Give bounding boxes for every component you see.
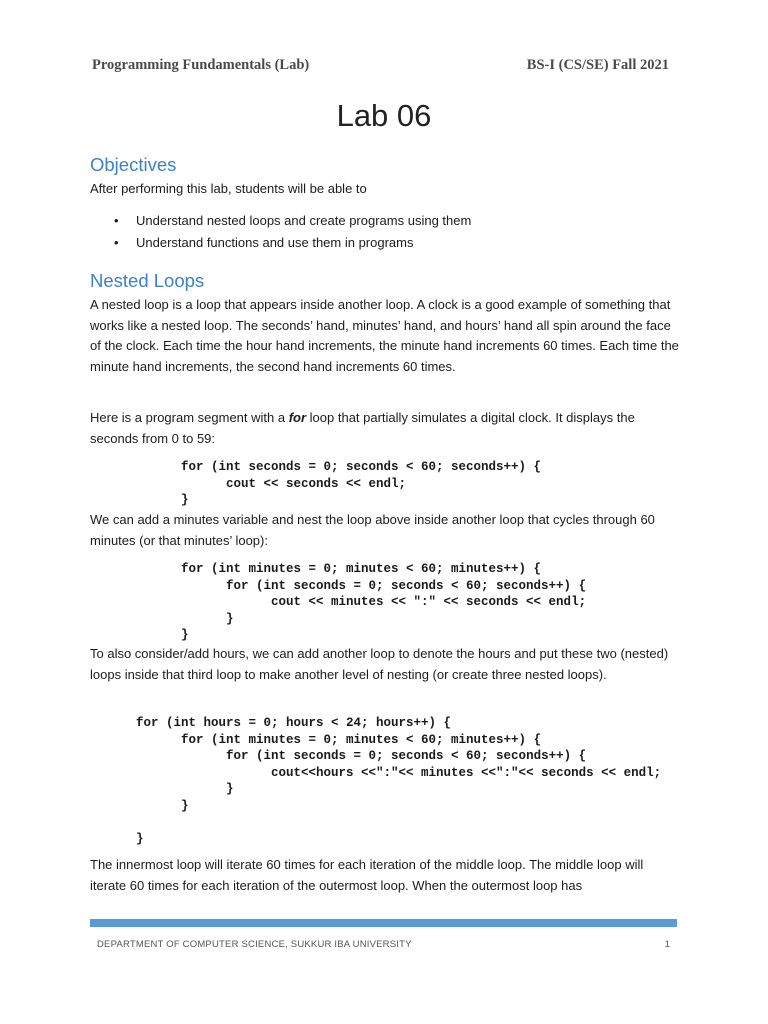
code-block-seconds: for (int seconds = 0; seconds < 60; seconds++) { cout << seconds << endl; } (181, 460, 542, 507)
list-item (90, 210, 471, 232)
list-item (90, 232, 471, 254)
objective-text: Understand functions and use them in programs (136, 235, 414, 250)
page-number: 1 (664, 939, 670, 950)
paragraph-for-loop (90, 408, 680, 449)
paragraph-intro: A nested loop is a loop that appears inside another loop. A clock is a good example of something that works like a nested loop. The seconds’ hand, minutes’ hand, and hours’ hand all spin around the face of the clock. Each time the hour hand increments, the minute hand increments 60 times. Each time the minute hand increments, the second hand increments 60 times. (90, 297, 679, 374)
header-course: Programming Fundamentals (Lab) (92, 57, 310, 73)
objectives-list (90, 210, 471, 254)
bullet-icon: • (114, 213, 119, 228)
objectives-intro: After performing this lab, students will be able to (90, 181, 367, 196)
header-term: BS-I (CS/SE) Fall 2021 (526, 57, 669, 73)
paragraph-text: Here is a program segment with a (90, 410, 289, 425)
code-block-hours: for (int hours = 0; hours < 24; hours++) { for (int minutes = 0; minutes < 60; minutes++) { for (int seconds = 0; seconds < 60; seconds++) { cout<<hours <<":"<< minutes <<":"<< seconds << endl; } } } (136, 716, 662, 846)
keyword-for: for (288, 410, 307, 425)
footer-divider (90, 919, 677, 927)
footer-department: DEPARTMENT OF COMPUTER SCIENCE, SUKKUR IBA UNIVERSITY (97, 939, 412, 950)
paragraph-hours: To also consider/add hours, we can add another loop to denote the hours and put these two (nested) loops inside that third loop to make another level of nesting (or create three nested loops). (90, 646, 669, 682)
nested-loops-heading: Nested Loops (90, 270, 205, 291)
objectives-heading: Objectives (90, 154, 177, 175)
paragraph-iterations: The innermost loop will iterate 60 times for each iteration of the middle loop. The middle loop will iterate 60 times for each iteration of the outermost loop. When the outermost loop has (90, 857, 644, 893)
objective-text: Understand nested loops and create programs using them (136, 213, 472, 228)
paragraph-minutes: We can add a minutes variable and nest the loop above inside another loop that cycles through 60 minutes (or that minutes’ loop): (90, 512, 655, 548)
page-title: Lab 06 (336, 98, 432, 133)
code-block-minutes: for (int minutes = 0; minutes < 60; minutes++) { for (int seconds = 0; seconds < 60; seconds++) { cout << minutes << ":" << seconds << endl; } } (181, 562, 587, 642)
paragraph-text: loop that partially simulates a digital clock. It displays the seconds from 0 to 59: (90, 410, 635, 446)
bullet-icon: • (114, 235, 119, 250)
